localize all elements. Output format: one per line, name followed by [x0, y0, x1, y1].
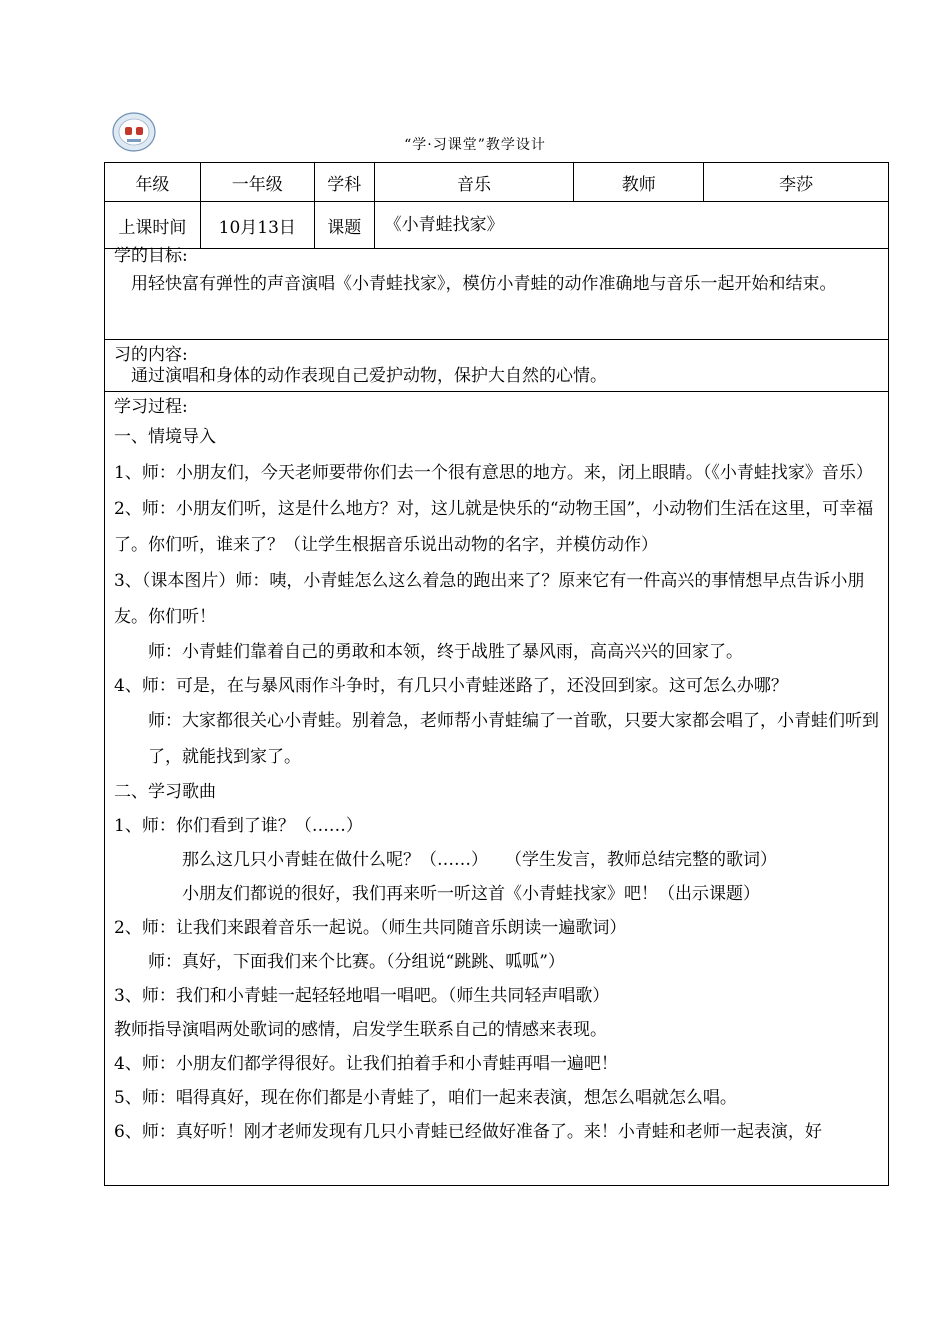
content-label: 习的内容: [114, 345, 188, 365]
topic-label: 课题 [314, 202, 374, 249]
process-line: 师：小青蛙们靠着自己的勇敢和本领，终于战胜了暴风雨，高高兴兴的回家了。 [148, 642, 743, 662]
topic-value: 《小青蛙找家》 [374, 202, 888, 249]
info-row-1 [105, 163, 889, 202]
process-line: 3、师：我们和小青蛙一起轻轻地唱一唱吧。（师生共同轻声唱歌） [114, 986, 610, 1006]
process-line: 6、师：真好听！刚才老师发现有几只小青蛙已经做好准备了。来！小青蛙和老师一起表演，好 [114, 1122, 822, 1142]
process-line: 4、师：可是，在与暴风雨作斗争时，有几只小青蛙迷路了，还没回到家。这可怎么办哪？ [114, 676, 788, 696]
process-line: 小朋友们都说的很好，我们再来听一听这首《小青蛙找家》吧！（出示课题） [182, 884, 760, 904]
subject-value: 音乐 [374, 163, 574, 202]
process-heading-1: 一、情境导入 [114, 427, 216, 447]
learning-content-section [104, 340, 889, 392]
process-line: 5、师：唱得真好，现在你们都是小青蛙了，咱们一起来表演，想怎么唱就怎么唱。 [114, 1088, 737, 1108]
lesson-info-table [104, 162, 889, 249]
learning-goals-section [104, 240, 889, 340]
subject-label: 学科 [314, 163, 374, 202]
learning-process-section [104, 392, 889, 1186]
process-line: 1、师：小朋友们，今天老师要带你们去一个很有意思的地方。来，闭上眼睛。（《小青蛙找家》音乐） [114, 463, 873, 483]
process-line: 教师指导演唱两处歌词的感情，启发学生联系自己的情感来表现。 [114, 1020, 607, 1040]
process-line: 师：大家都很关心小青蛙。别着急，老师帮小青蛙编了一首歌，只要大家都会唱了，小青蛙们听到了，就能找到家了。 [148, 711, 879, 767]
process-line: 2、师：小朋友们听，这是什么地方？对，这儿就是快乐的“动物王国”，小动物们生活在这里，可幸福了。你们听，谁来了？（让学生根据音乐说出动物的名字，并模仿动作） [114, 499, 874, 555]
process-label: 学习过程: [114, 397, 188, 417]
class-time-label: 上课时间 [105, 202, 201, 249]
grade-value: 一年级 [200, 163, 314, 202]
grade-label: 年级 [105, 163, 201, 202]
teacher-value: 李莎 [704, 163, 889, 202]
goals-label: 学的目标: [114, 246, 188, 266]
process-line: 4、师：小朋友们都学得很好。让我们拍着手和小青蛙再唱一遍吧！ [114, 1054, 618, 1074]
teacher-label: 教师 [574, 163, 704, 202]
process-line: 那么这几只小青蛙在做什么呢？（……） （学生发言，教师总结完整的歌词） [182, 850, 777, 870]
class-time-value: 10月13日 [200, 202, 314, 249]
process-line: 师：真好，下面我们来个比赛。（分组说“跳跳、呱呱”） [148, 952, 565, 972]
content-text: 通过演唱和身体的动作表现自己爱护动物，保护大自然的心情。 [131, 366, 607, 386]
process-line: 1、师：你们看到了谁？（……） [114, 816, 363, 836]
process-line: 2、师：让我们来跟着音乐一起说。（师生共同随音乐朗读一遍歌词） [114, 918, 627, 938]
goals-text: 用轻快富有弹性的声音演唱《小青蛙找家》，模仿小青蛙的动作准确地与音乐一起开始和结束。 [131, 274, 837, 294]
process-line: 3、（课本图片）师：咦，小青蛙怎么这么着急的跑出来了？原来它有一件高兴的事情想早点告诉小朋友。你们听！ [114, 571, 865, 627]
process-heading-2: 二、学习歌曲 [114, 782, 216, 802]
document-title: “学·习课堂”教学设计 [404, 137, 546, 153]
